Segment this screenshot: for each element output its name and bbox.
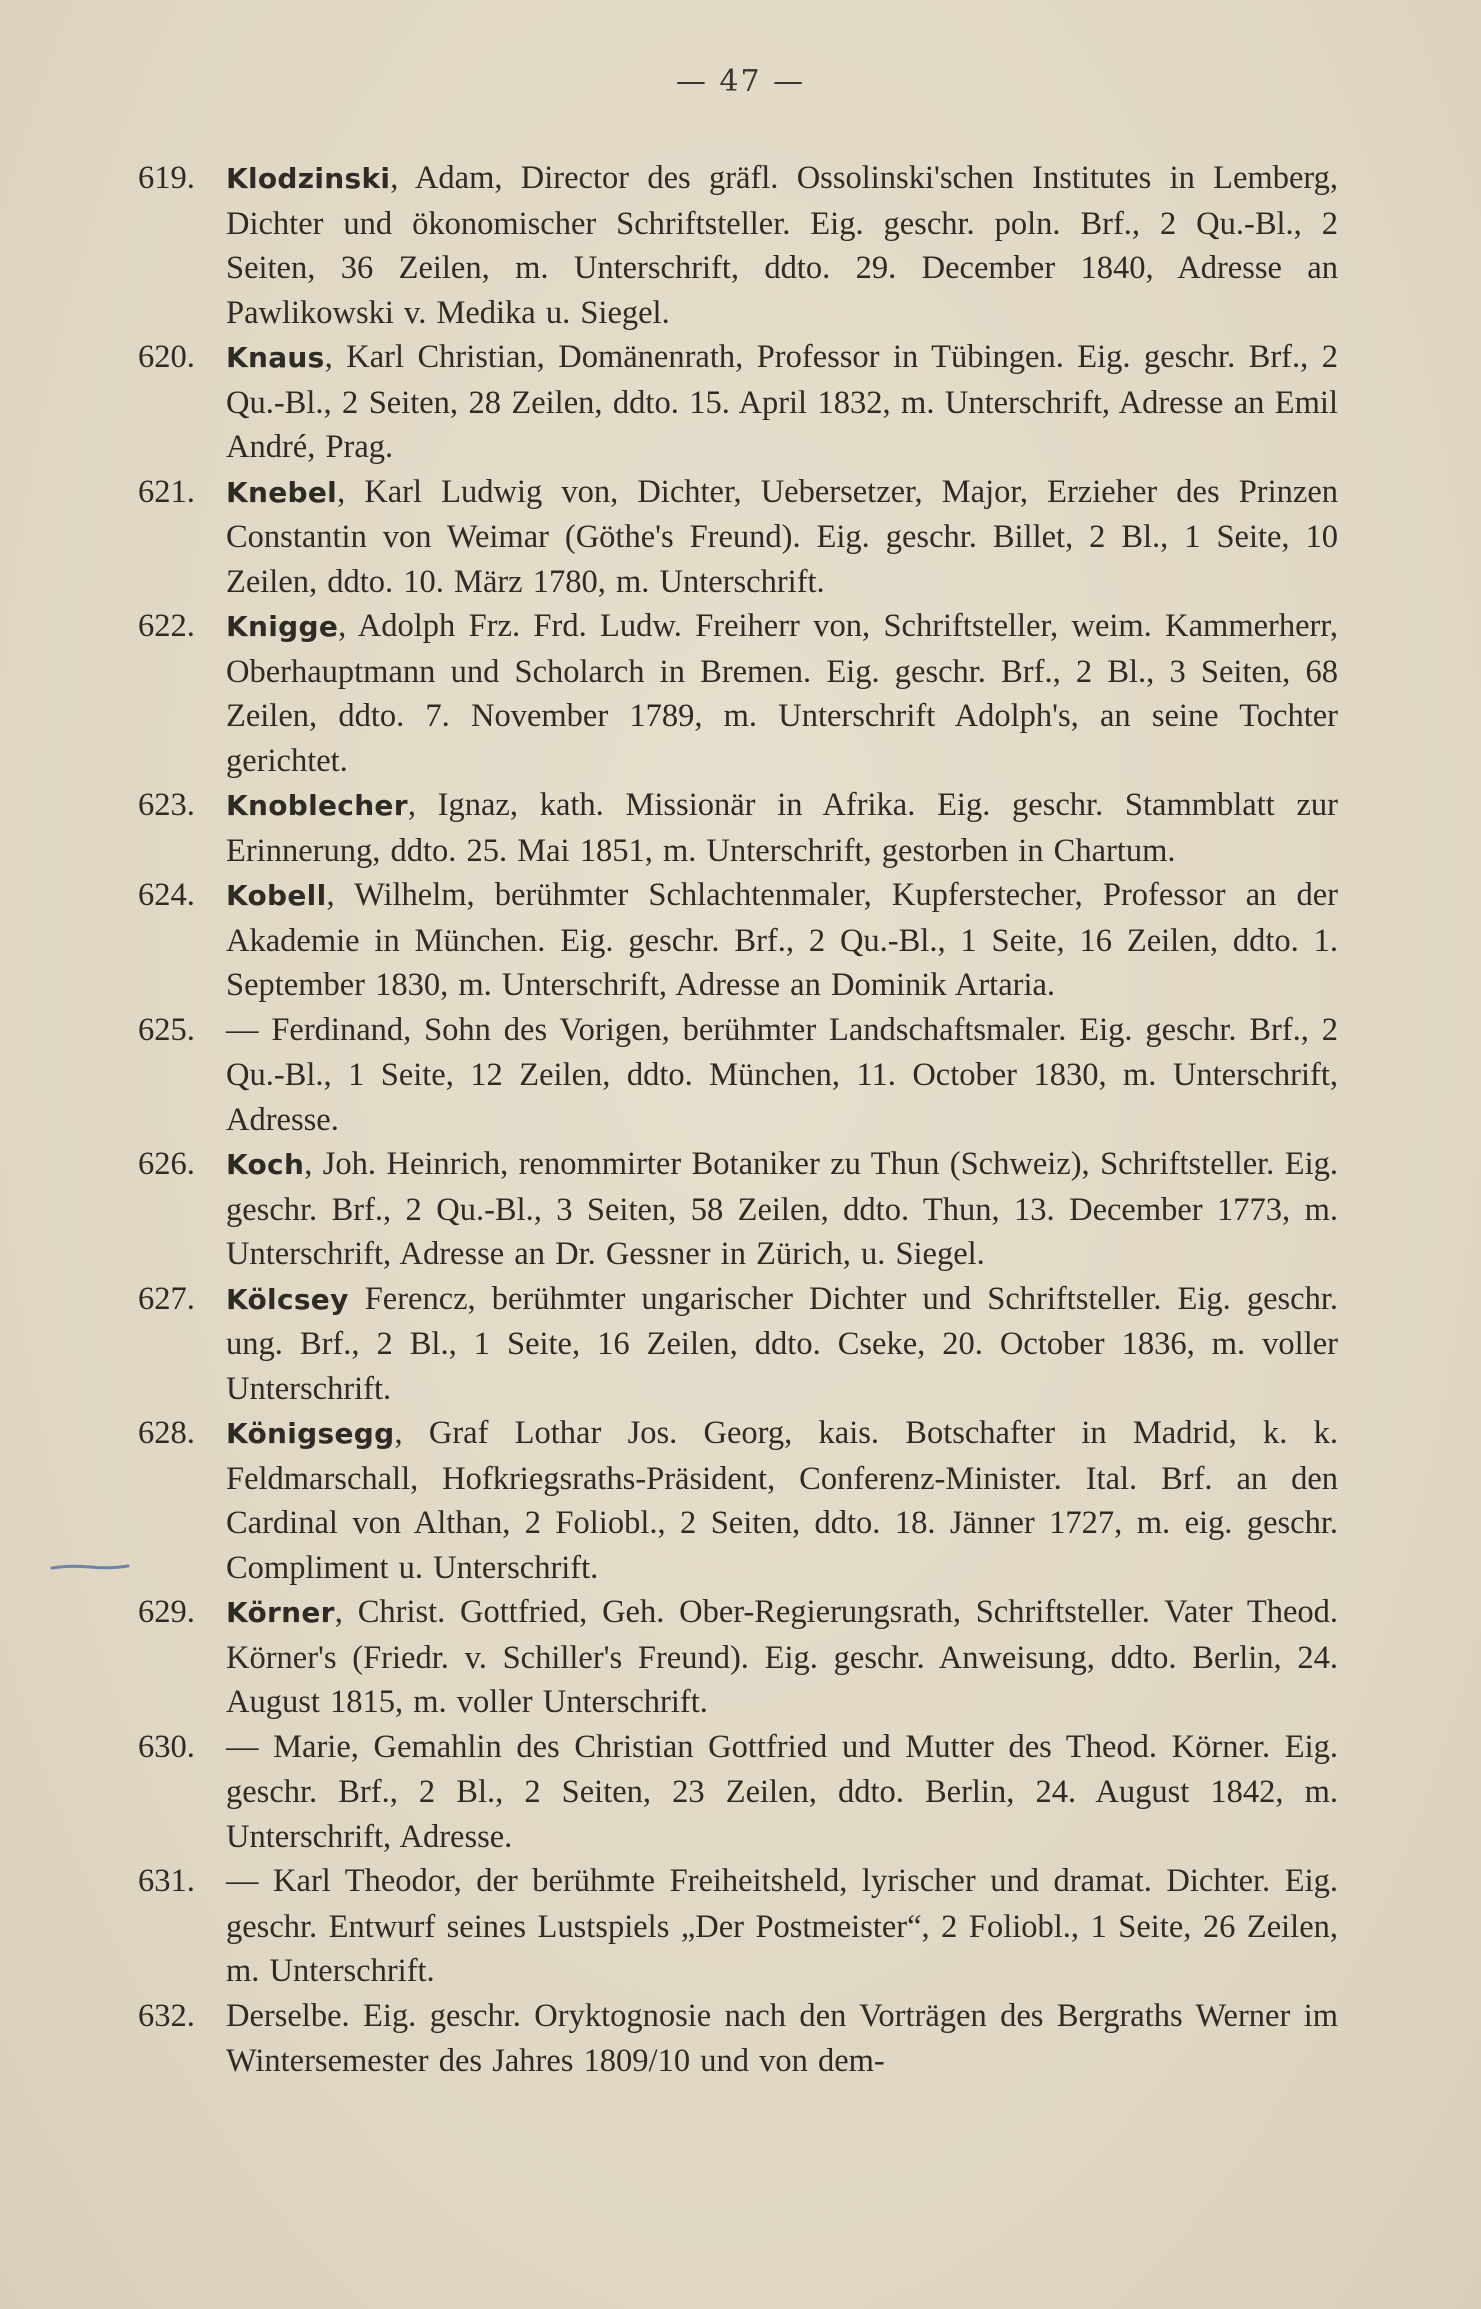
entry-description: , Karl Christian, Domänenrath, Professor in Tübingen. Eig. geschr. Brf., 2 Qu.-Bl., 2 Seiten, 28 Zeilen, ddto. 15. April 1832, m. Unterschrift, Adresse an Emil André, Prag. [226, 339, 1338, 465]
entry-description: , Joh. Heinrich, renommirter Botaniker zu Thun (Schweiz), Schriftsteller. Eig. geschr. Brf., 2 Qu.-Bl., 3 Seiten, 58 Zeilen, ddto. Thun, 13. December 1773, m. Unterschrift, Adresse an Dr. Gessner in Zürich, u. Siegel. [226, 1146, 1338, 1272]
entry-text [226, 1859, 1338, 1994]
entry-number: 629. [138, 1594, 195, 1630]
entry-text [226, 1725, 1338, 1860]
catalog-entry-632 [138, 1994, 1338, 2084]
entry-name: Knigge [226, 610, 339, 643]
catalog-entry-625 [138, 1008, 1338, 1143]
entry-description: , Karl Ludwig von, Dichter, Uebersetzer, Major, Erzieher des Prinzen Constantin von Weimar (Göthe's Freund). Eig. geschr. Billet, 2 Bl., 1 Seite, 10 Zeilen, ddto. 10. März 1780, m. Unterschrift. [226, 473, 1338, 600]
entry-name: Kobell [226, 879, 327, 912]
entry-number: 626. [138, 1146, 195, 1182]
entry-number: 625. [138, 1011, 195, 1048]
entry-number: 624. [138, 877, 195, 913]
entry-name: Knebel [226, 475, 338, 509]
entry-number: 621. [138, 473, 195, 510]
entry-description: , Graf Lothar Jos. Georg, kais. Botschafter in Madrid, k. k. Feldmarschall, Hofkriegsraths-Präsident, Conferenz-Minister. Ital. Brf. an den Cardinal von Althan, 2 Foliobl., 2 Seiten, ddto. 18. Jänner 1727, m. eig. geschr. Compliment u. Unterschrift. [226, 1415, 1338, 1586]
catalog-entry-623 [138, 783, 1338, 873]
entry-number: 630. [138, 1728, 195, 1765]
entry-number: 623. [138, 787, 195, 823]
catalog-entry-627 [138, 1277, 1338, 1412]
entry-number: 632. [138, 1997, 195, 2034]
catalog-entry-621 [138, 470, 1338, 605]
entry-description: , Adolph Frz. Frd. Ludw. Freiherr von, Schriftsteller, weim. Kammerherr, Oberhauptmann und Scholarch in Bremen. Eig. geschr. Brf., 2 Bl., 3 Seiten, 68 Zeilen, ddto. 7. November 1789, m. Unterschrift Adolph's, an seine Tochter gerichtet. [226, 608, 1338, 779]
catalog-entry-631 [138, 1859, 1338, 1994]
entry-description: — Marie, Gemahlin des Christian Gottfried und Mutter des Theod. Körner. Eig. geschr. Brf., 2 Bl., 2 Seiten, 23 Zeilen, ddto. Berlin, 24. August 1842, m. Unterschrift, Adresse. [226, 1728, 1338, 1855]
entry-description: Ferencz, berühmter ungarischer Dichter und Schriftsteller. Eig. geschr. ung. Brf., 2 Bl., 1 Seite, 16 Zeilen, ddto. Cseke, 20. October 1836, m. voller Unterschrift. [226, 1280, 1338, 1407]
entry-name: Kölcsey [226, 1282, 349, 1316]
entry-name: Knaus [226, 341, 325, 374]
catalog-entry-626 [138, 1142, 1338, 1277]
entry-text [226, 156, 1338, 335]
entry-text [226, 1994, 1338, 2084]
entry-text [226, 335, 1338, 470]
entry-number: 620. [138, 339, 195, 375]
catalog-entry-628 [138, 1411, 1338, 1590]
catalog-entry-624 [138, 873, 1338, 1008]
entry-description: , Christ. Gottfried, Geh. Ober-Regierungsrath, Schriftsteller. Vater Theod. Körner's (Friedr. v. Schiller's Freund). Eig. geschr. Anweisung, ddto. Berlin, 24. August 1815, m. voller Unterschrift. [226, 1594, 1338, 1720]
entry-text [226, 470, 1338, 605]
entry-description: , Wilhelm, berühmter Schlachtenmaler, Kupferstecher, Professor an der Akademie in München. Eig. geschr. Brf., 2 Qu.-Bl., 1 Seite, 16 Zeilen, ddto. 1. September 1830, m. Unterschrift, Adresse an Dominik Artaria. [226, 877, 1338, 1003]
entry-text [226, 1590, 1338, 1725]
entry-text [226, 783, 1338, 873]
entry-name: Klodzinski [226, 162, 391, 195]
entry-description: Derselbe. Eig. geschr. Oryktognosie nach den Vorträgen des Bergraths Werner im Wintersemester des Jahres 1809/10 und von dem- [226, 1997, 1338, 2079]
entry-name: Körner [226, 1596, 335, 1629]
entry-number: 627. [138, 1280, 195, 1317]
entry-text [226, 873, 1338, 1008]
entry-description: , Adam, Director des gräfl. Ossolinski'schen Institutes in Lemberg, Dichter und ökonomischer Schriftsteller. Eig. geschr. poln. Brf., 2 Qu.-Bl., 2 Seiten, 36 Zeilen, m. Unterschrift, ddto. 29. December 1840, Adresse an Pawlikowski v. Medika u. Siegel. [226, 160, 1338, 331]
entry-name: Koch [226, 1148, 305, 1181]
entry-text [226, 604, 1338, 783]
pencil-mark [50, 1563, 130, 1571]
entry-number: 619. [138, 160, 195, 196]
catalog-entry-629 [138, 1590, 1338, 1725]
entry-name: Knoblecher [226, 789, 408, 822]
entry-name: Königsegg [226, 1417, 395, 1450]
catalog-entry-630 [138, 1725, 1338, 1860]
entry-number: 622. [138, 608, 195, 644]
catalog-entry-622 [138, 604, 1338, 783]
entry-text [226, 1277, 1338, 1412]
entry-number: 628. [138, 1415, 195, 1451]
entry-text [226, 1411, 1338, 1590]
entry-number: 631. [138, 1863, 195, 1899]
entry-description: , Ignaz, kath. Missionär in Afrika. Eig. geschr. Stammblatt zur Erinnerung, ddto. 25. Mai 1851, m. Unterschrift, gestorben in Chartum. [226, 787, 1338, 869]
entry-list [138, 156, 1338, 2084]
entry-description: — Karl Theodor, der berühmte Freiheitsheld, lyrischer und dramat. Dichter. Eig. geschr. Entwurf seines Lustspiels „Der Postmeister“, 2 Foliobl., 1 Seite, 26 Zeilen, m. Unterschrift. [226, 1863, 1338, 1989]
page-number: — 47 — [675, 64, 806, 99]
catalog-entry-620 [138, 335, 1338, 470]
catalog-entry-619 [138, 156, 1338, 335]
entry-description: — Ferdinand, Sohn des Vorigen, berühmter Landschaftsmaler. Eig. geschr. Brf., 2 Qu.-Bl., 1 Seite, 12 Zeilen, ddto. München, 11. October 1830, m. Unterschrift, Adresse. [226, 1011, 1338, 1138]
entry-text [226, 1008, 1338, 1143]
entry-text [226, 1142, 1338, 1277]
